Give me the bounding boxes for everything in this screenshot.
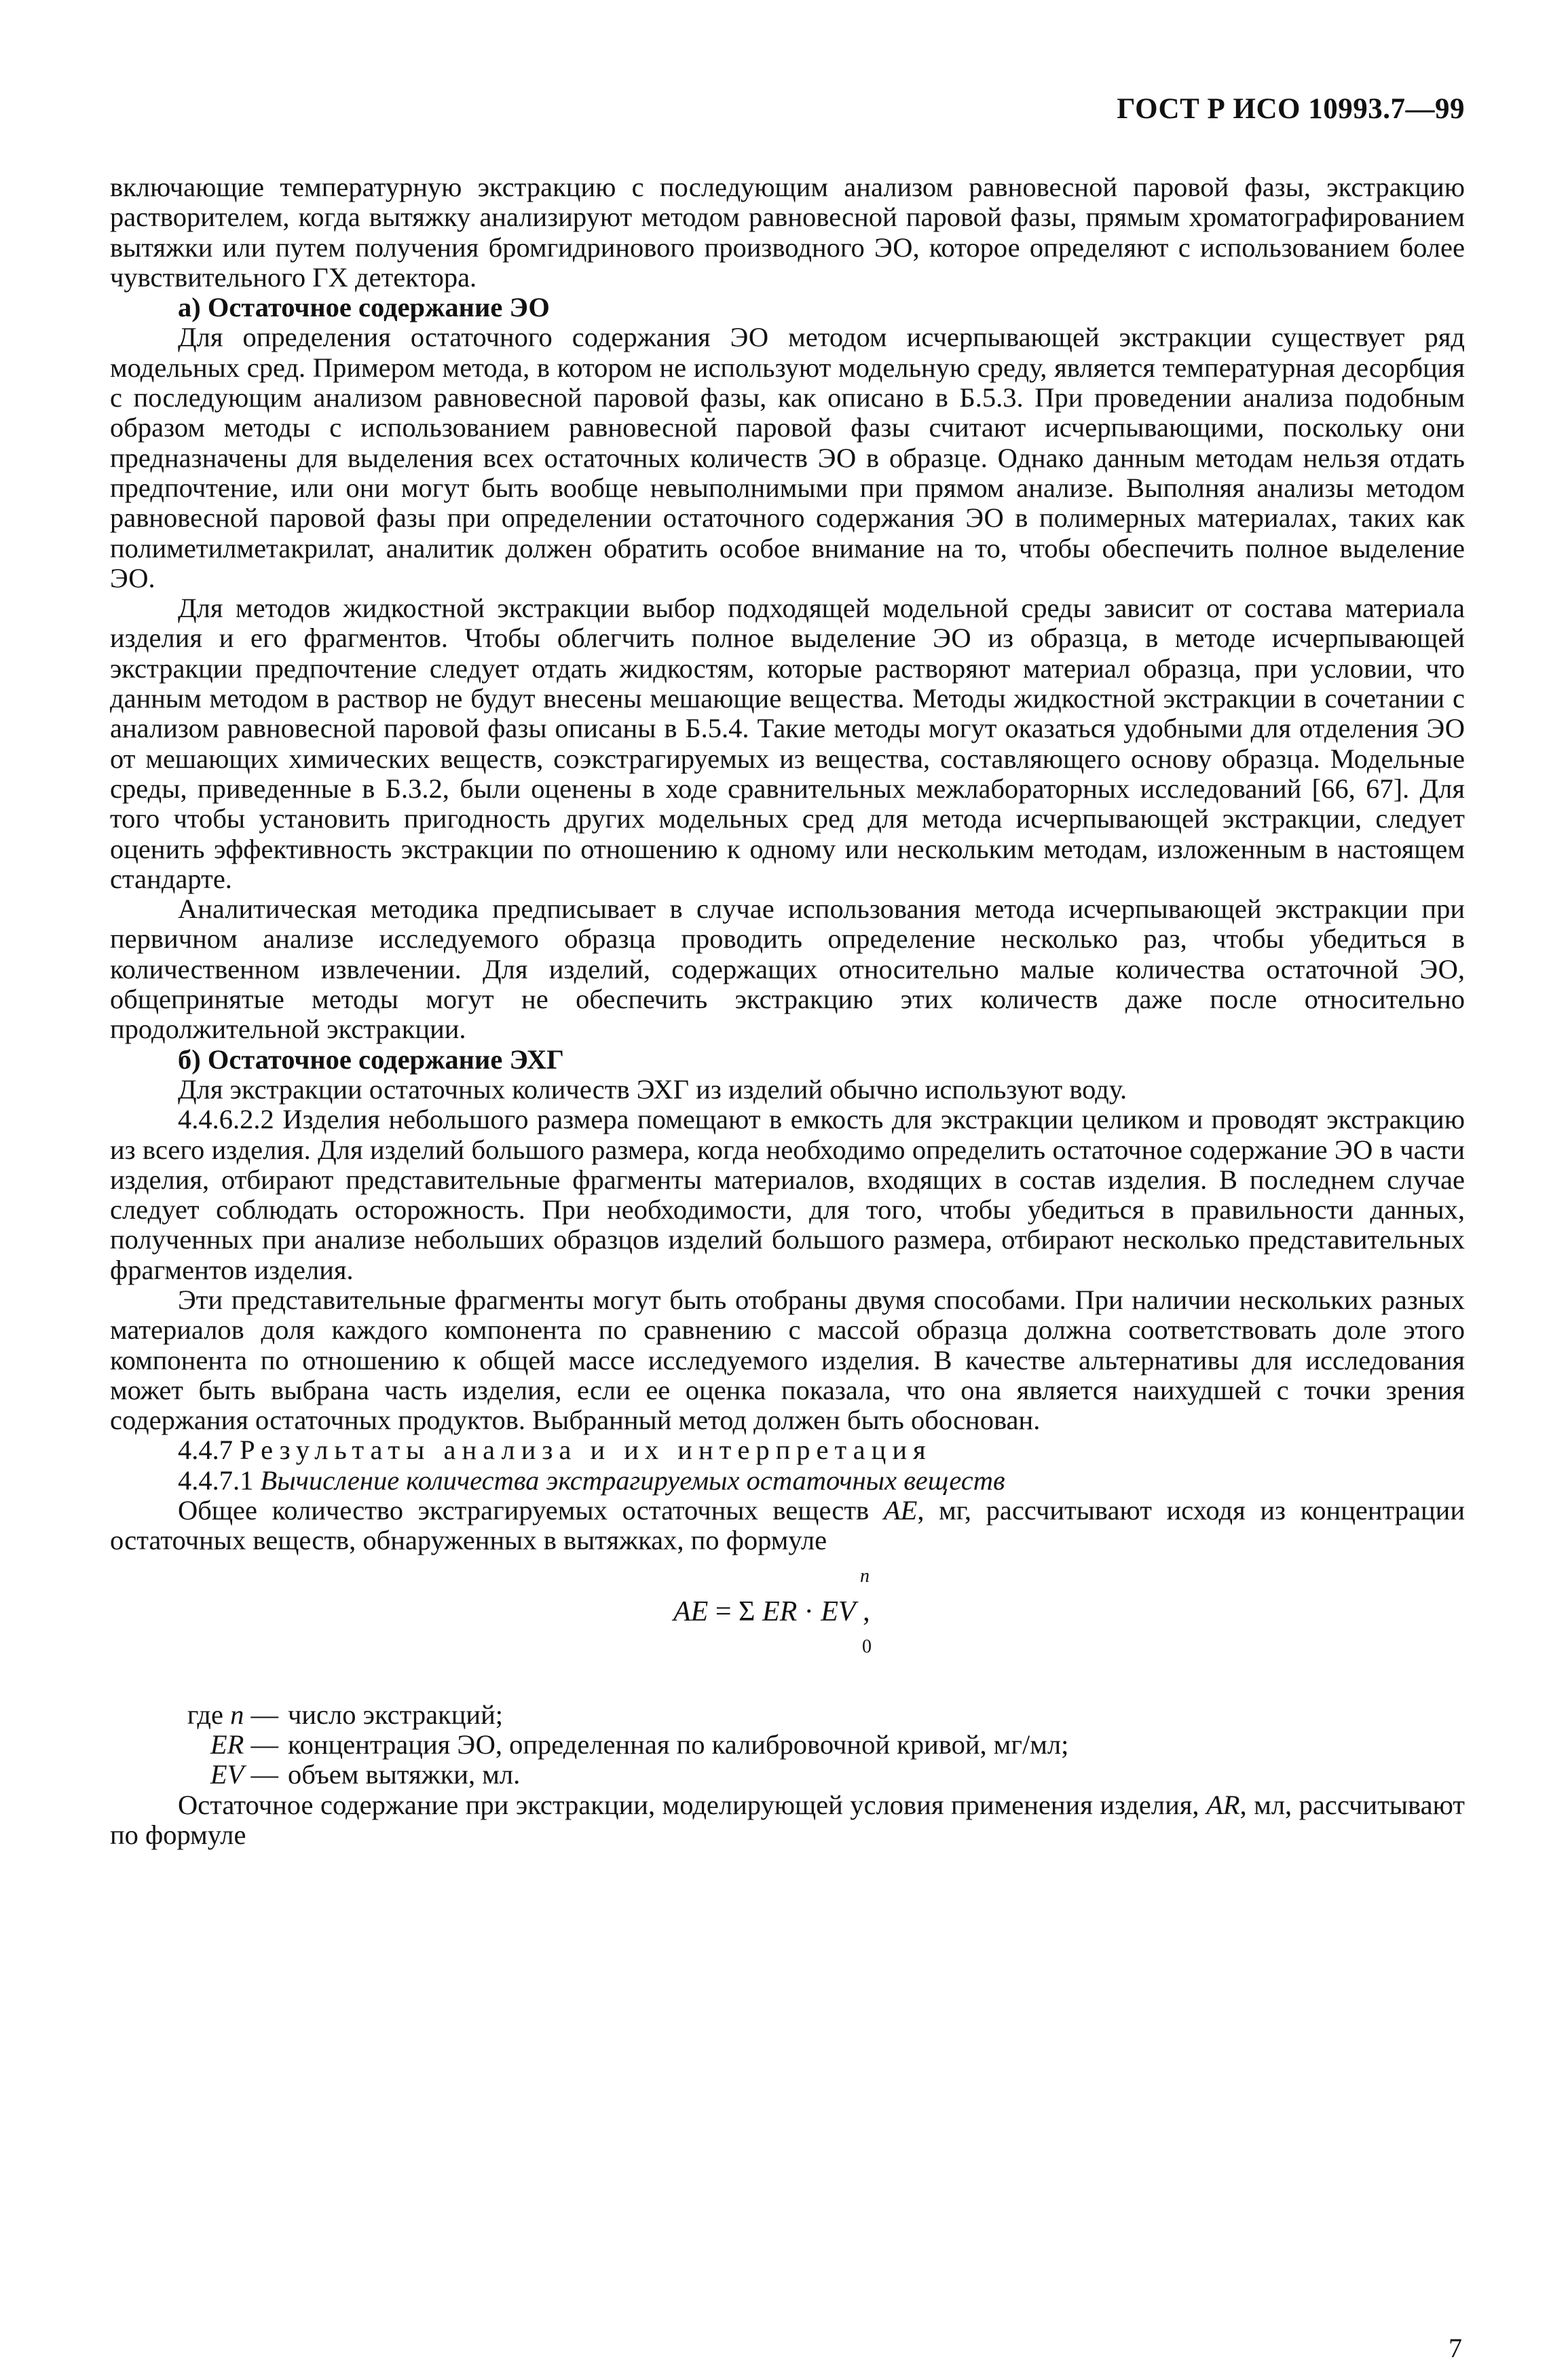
symbol-n: n — [230, 1699, 244, 1730]
formula-lhs: AE — [673, 1595, 709, 1627]
formula-equals: = — [708, 1595, 739, 1627]
formula-dot: · — [797, 1595, 821, 1627]
definition-er — [110, 1730, 1465, 1760]
definition-n — [110, 1700, 1465, 1730]
body-text — [110, 172, 1465, 1850]
paragraph-ech-water: Для экстракции остаточных количеств ЭХГ из изделий обычно используют воду. — [178, 1073, 1127, 1105]
section-447-heading — [110, 1435, 1465, 1465]
section-4471-title: Вычисление количества экстрагируемых остаточных веществ — [260, 1464, 1005, 1496]
definition-text: концентрация ЭО, определенная по калибровочной кривой, мг/мл; — [288, 1729, 1069, 1760]
definition-ev — [110, 1760, 1465, 1790]
formula-tail: , — [855, 1595, 870, 1627]
formula-ae — [110, 1562, 1465, 1676]
definition-text: объем вытяжки, мл. — [288, 1759, 521, 1790]
paragraph-liquid-extraction: Для методов жидкостной экстракции выбор подходящей модельной среды зависит от состава материала изделия и его фрагментов. Чтобы облегчить полное выделение ЭО из образца, в методе исчерпывающей экстракции предпочтение следует отдать жидкостям, которые растворяют материал образца, при условии, что данным методом в раствор не будут внесены мешающие вещества. Методы жидкостной экстракции в сочетании с анализом равновесной паровой фазы описаны в Б.5.4. Такие методы могут оказаться удобными для отделения ЭО от мешающих химических веществ, соэкстрагируемых из вещества, составляющего основу образца. Модельные среды, приведенные в Б.3.2, были оценены в ходе сравнительных межлабораторных исследований [66, 67]. Для того чтобы установить пригодность других модельных сред для метода исчерпывающей экстракции, следует оценить эффективность экстракции по отношению к одному или нескольким методам, изложенным в настоящем стандарте. — [110, 593, 1465, 894]
definition-symbol — [110, 1700, 288, 1730]
sum-lower-limit: 0 — [862, 1636, 872, 1657]
symbol-ae: AE — [883, 1495, 918, 1526]
page-number: 7 — [1449, 2333, 1462, 2363]
definition-symbol — [110, 1760, 288, 1790]
text-run: Общее количество экстрагируемых остаточных веществ — [178, 1495, 884, 1526]
definitions-list — [110, 1700, 1465, 1790]
definition-text: число экстракций; — [288, 1699, 503, 1730]
definition-dash: — — [244, 1699, 278, 1730]
section-4471-heading — [110, 1466, 1465, 1496]
text-run: , мг, рассчитывают исходя из концентрации остаточных веществ, обнаруженных в вытяжках, по формуле — [110, 1495, 1465, 1556]
paragraph-eo-media: Для определения остаточного содержания ЭО методом исчерпывающей экстракции существует ряд модельных сред. Примером метода, в котором не используют модельную среду, является температурная десорбция с последующим анализом равновесной паровой фазы, как описано в Б.5.3. При проведении анализа подобным образом методы с использованием равновесной паровой фазы считают исчерпывающими, поскольку они предназначены для выделения всех остаточных количеств ЭО в образце. Однако данным методам нельзя отдать предпочтение, или они могут быть вообще невыполнимыми при прямом анализе. Выполняя анализы методом равновесной паровой фазы при определении остаточного содержания ЭО в полимерных материалах, таких как полиметилметакрилат, аналитик должен обратить особое внимание на то, чтобы обеспечить полное выделение ЭО. — [110, 322, 1465, 593]
formula-term-ev: EV — [821, 1595, 856, 1627]
text-run: Остаточное содержание при экстракции, моделирующей условия применения изделия, — [178, 1789, 1207, 1820]
symbol-er: ER — [210, 1729, 244, 1760]
section-4471-number: 4.4.7.1 — [178, 1464, 254, 1496]
standard-designation: ГОСТ Р ИСО 10993.7—99 — [1117, 93, 1465, 125]
paragraph-44622: 4.4.6.2.2 Изделия небольшого размера помещают в емкость для экстракции целиком и проводят экстракцию из всего изделия. Для изделий большого размера, когда необходимо определить остаточное содержание ЭО в части изделия, отбирают представительные фрагменты материалов, входящих в состав изделия. В последнем случае следует соблюдать осторожность. При необходимости, для того, чтобы убедиться в правильности данных, полученных при анализе небольших образцов изделий большого размера, отбирают несколько представительных фрагментов изделия. — [110, 1104, 1465, 1285]
definition-dash: — — [244, 1729, 278, 1760]
formula-expression — [673, 1597, 870, 1627]
section-447-number: 4.4.7 — [178, 1435, 233, 1466]
text-run: , мл, рассчитывают по формуле — [110, 1789, 1465, 1850]
paragraph-total-amount — [110, 1496, 1465, 1556]
symbol-ev: EV — [210, 1759, 244, 1790]
subheading-ech-residual: б) Остаточное содержание ЭХГ — [178, 1044, 564, 1075]
definition-symbol — [110, 1730, 288, 1760]
paragraph-analytical-method: Аналитическая методика предписывает в случае использования метода исчерпывающей экстракции при первичном анализе исследуемого образца проводить определение несколько раз, чтобы убедиться в количественном извлечении. Для изделий, содержащих относительно малые количества остаточной ЭО, общепринятые методы могут не обеспечить экстракцию этих количеств даже после относительно продолжительной экстракции. — [110, 893, 1465, 1045]
symbol-ar: AR — [1206, 1789, 1240, 1820]
definition-prefix: где — [187, 1699, 231, 1730]
definition-dash: — — [244, 1759, 278, 1790]
section-447-title: Результаты анализа и их интерпретация — [240, 1435, 932, 1466]
paragraph-representative-fragments: Эти представительные фрагменты могут быть отобраны двумя способами. При наличии нескольких разных материалов доля каждого компонента по сравнению с массой образца должна соответствовать доле этого компонента по отношению к общей массе исследуемого изделия. В качестве альтернативы для исследования может быть выбрана часть изделия, если ее оценка показала, что она является наихудшей с точки зрения содержания остаточных продуктов. Выбранный метод должен быть обоснован. — [110, 1284, 1465, 1436]
sum-sign: Σ — [739, 1595, 755, 1627]
subheading-eo-residual: а) Остаточное содержание ЭО — [178, 292, 550, 323]
paragraph-residual-ar — [110, 1790, 1465, 1851]
sum-upper-limit: n — [860, 1565, 870, 1587]
paragraph-continuation: включающие температурную экстракцию с последующим анализом равновесной паровой фазы, экстракцию растворителем, когда вытяжку анализируют методом равновесной паровой фазы, прямым хроматографированием вытяжки или путем получения бромгидринового производного ЭО, которое определяют с использованием более чувствительного ГХ детектора. — [110, 172, 1465, 293]
document-page — [110, 88, 1465, 2363]
formula-term-er: ER — [762, 1595, 798, 1627]
